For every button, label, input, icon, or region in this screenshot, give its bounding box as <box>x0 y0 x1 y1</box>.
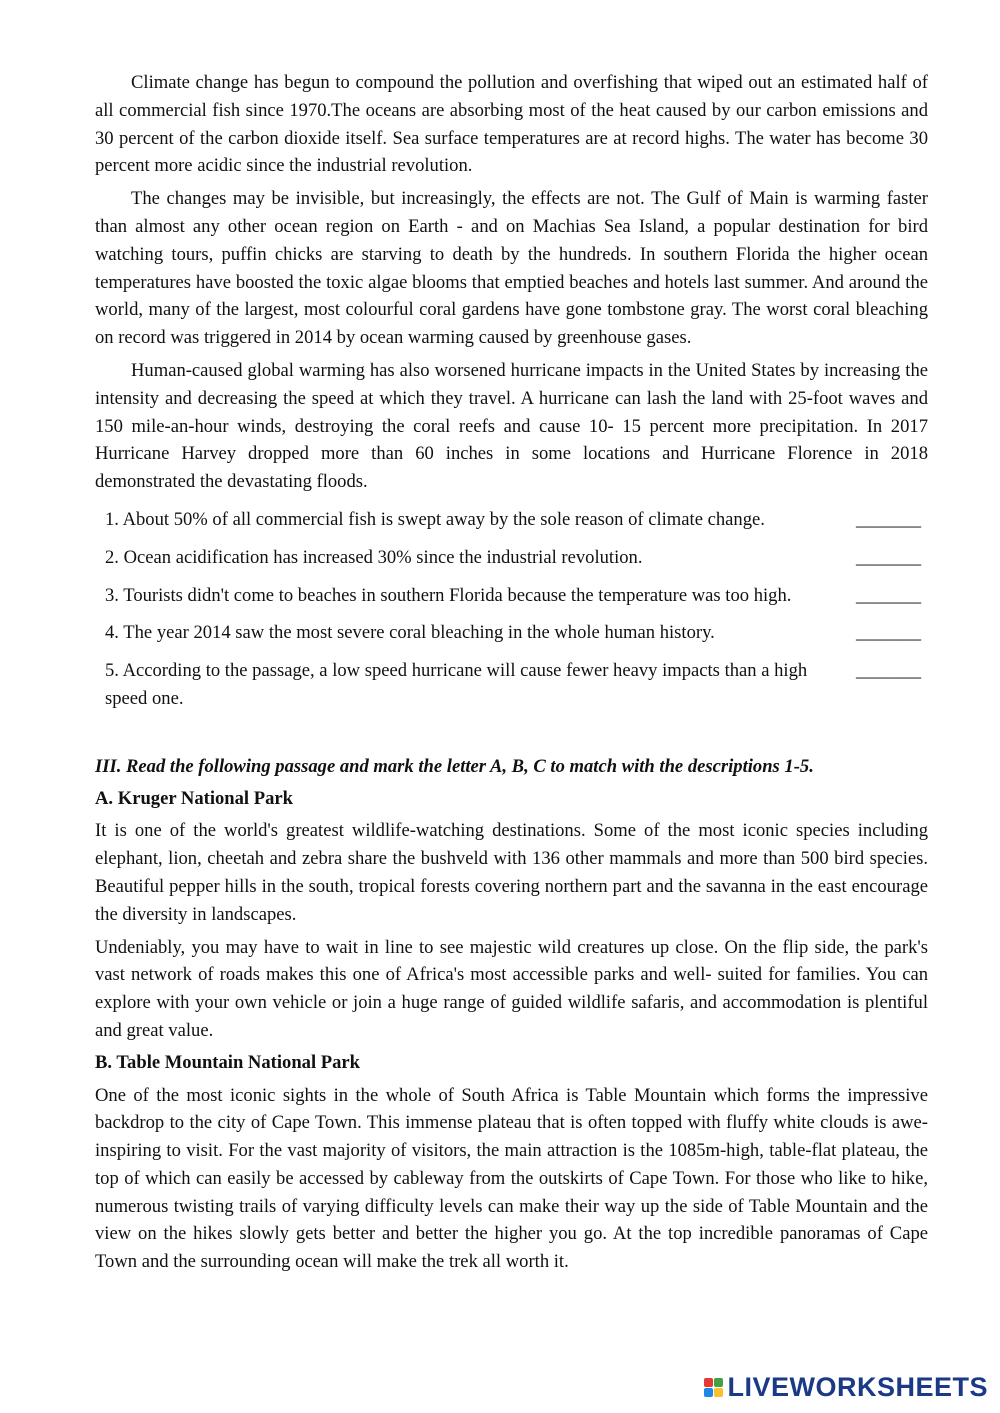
park-b-title: B. Table Mountain National Park <box>95 1051 361 1073</box>
answer-blank[interactable]: _______ <box>856 622 922 644</box>
passage-paragraph-1: Climate change has begun to compound the pollution and overfishing that wiped out an estimated half of all commercial fish since 1970.The oceans are absorbing most of the heat caused by our carbon emissions and 30 percent of the carbon dioxide itself. Sea surface temperatures are at record highs. The water has become 30 percent more acidic since the industrial revolution. <box>95 72 928 177</box>
answer-blank[interactable]: _______ <box>856 660 922 682</box>
logo-square <box>714 1378 723 1387</box>
answer-blank[interactable]: _______ <box>856 584 922 606</box>
question-text: 4. The year 2014 saw the most severe coral bleaching in the whole human history. <box>105 622 715 644</box>
logo-square <box>714 1388 723 1397</box>
question-list <box>95 506 928 713</box>
question-text: 1. About 50% of all commercial fish is swept away by the sole reason of climate change. <box>105 508 765 530</box>
liveworksheets-logo-icon <box>704 1378 723 1397</box>
question-item <box>105 582 928 610</box>
answer-blank[interactable]: _______ <box>856 508 922 530</box>
question-item <box>105 544 928 572</box>
answer-blank[interactable]: _______ <box>856 546 922 568</box>
question-item <box>105 619 928 647</box>
question-item <box>105 506 928 534</box>
passage-paragraph-3: Human-caused global warming has also worsened hurricane impacts in the United States by increasing the intensity and decreasing the speed at which they travel. A hurricane can lash the land with 25-foot waves and 150 mile-an-hour winds, destroying the coral reefs and cause 10- 15 percent more precipitation. In 2017 Hurricane Harvey dropped more than 60 inches in some locations and Hurricane Florence in 2018 demonstrated the devastating floods. <box>95 359 928 493</box>
park-a-paragraph-1: It is one of the world's greatest wildlife-watching destinations. Some of the most iconic species including elephant, lion, cheetah and zebra share the bushveld with 136 other mammals and more than 500 bird species. Beautiful pepper hills in the south, tropical forests covering northern part and the savanna in the east encourage the diversity in landscapes. <box>95 820 928 925</box>
logo-text: LIVEWORKSHEETS <box>727 1372 988 1402</box>
park-b-paragraph-1: One of the most iconic sights in the whole of South Africa is Table Mountain which forms the impressive backdrop to the city of Cape Town. This immense plateau that is often topped with fluffy white clouds is awe-inspiring to visit. For the vast majority of visitors, the main attraction is the 1085m-high, table-flat plateau, the top of which can easily be accessed by cableway from the outskirts of Cape Town. For those who like to hike, numerous twisting trails of varying difficulty levels can make their way up the side of Table Mountain and the view on the hikes slowly gets better and better the higher you go. At the top incredible panoramas of Cape Town and the surrounding ocean will make the trek all worth it. <box>95 1084 928 1273</box>
question-text: 2. Ocean acidification has increased 30% since the industrial revolution. <box>105 546 643 568</box>
park-a-title: A. Kruger National Park <box>95 787 293 809</box>
question-item <box>105 657 928 713</box>
worksheet-page <box>95 69 928 1276</box>
logo-square <box>704 1388 713 1397</box>
question-text: 3. Tourists didn't come to beaches in southern Florida because the temperature was too high. <box>105 584 792 606</box>
liveworksheets-logo[interactable] <box>704 1374 988 1402</box>
logo-square <box>704 1378 713 1387</box>
question-text: 5. According to the passage, a low speed hurricane will cause fewer heavy impacts than a high speed one. <box>105 660 808 709</box>
section-heading: III. Read the following passage and mark the letter A, B, C to match with the descriptions 1-5. <box>95 755 814 777</box>
passage-paragraph-2: The changes may be invisible, but increasingly, the effects are not. The Gulf of Main is warming faster than almost any other ocean region on Earth - and on Machias Sea Island, a popular destination for bird watching tours, puffin chicks are starving to death by the hundreds. In southern Florida the higher ocean temperatures have boosted the toxic algae blooms that emptied beaches and hotels last summer. And around the world, many of the largest, most colourful coral gardens have gone tombstone gray. The worst coral bleaching on record was triggered in 2014 by ocean warming caused by greenhouse gases. <box>95 188 928 349</box>
park-a-paragraph-2: Undeniably, you may have to wait in line to see majestic wild creatures up close. On the flip side, the park's vast network of roads makes this one of Africa's most accessible parks and well- suited for families. You can explore with your own vehicle or join a huge range of guided wildlife safaris, and accommodation is plentiful and great value. <box>95 936 928 1041</box>
